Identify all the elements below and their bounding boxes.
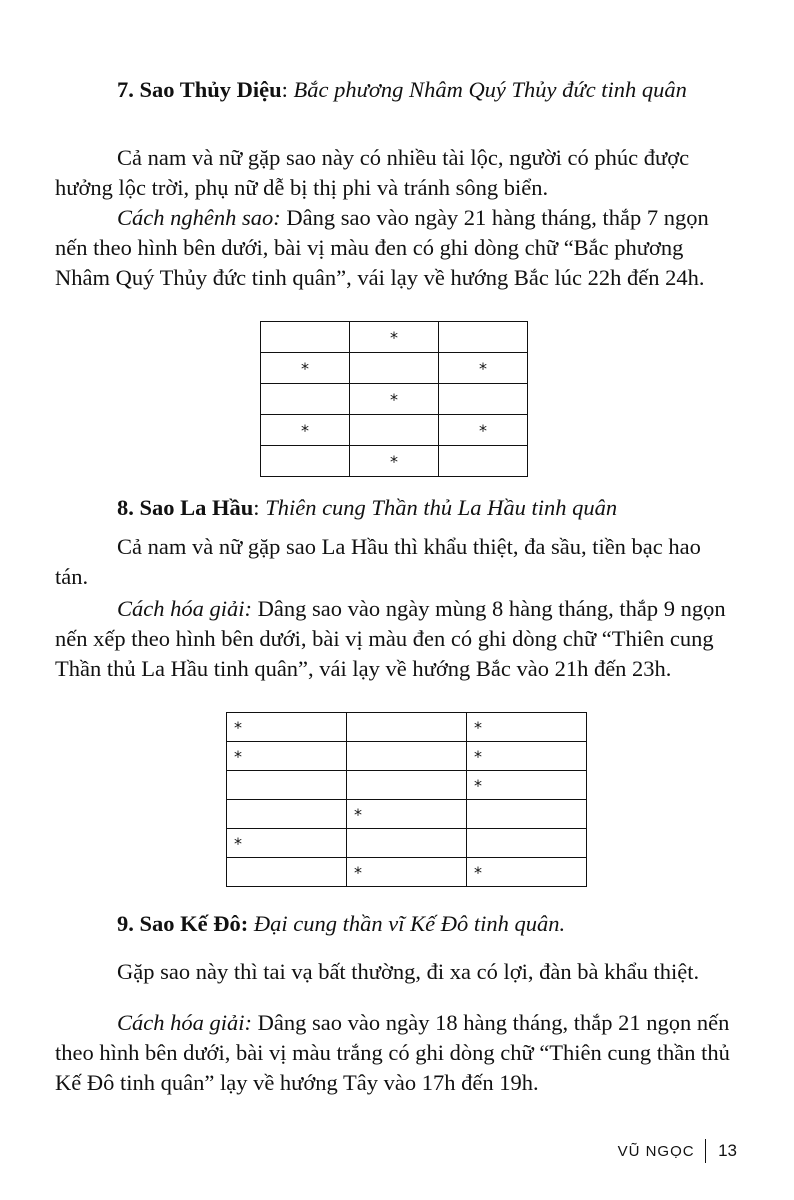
grid-cell	[439, 446, 528, 477]
grid-row	[261, 446, 528, 477]
section-9-heading	[55, 909, 737, 939]
section-7-method-text: Dâng sao vào ngày 21 hàng tháng, thắp 7 ngọn nến theo hình bên dưới, bài vị màu đen có ghi dòng chữ “Bắc phương Nhâm Quý Thủy đức tinh quân”, vái lạy về hướng Bắc lúc 22h đến 24h.	[55, 205, 709, 290]
footer-divider	[705, 1139, 707, 1163]
section-7-subtitle: Bắc phương Nhâm Quý Thủy đức tinh quân	[293, 77, 687, 102]
section-9-body: Gặp sao này thì tai vạ bất thường, đi xa có lợi, đàn bà khẩu thiệt.	[117, 959, 700, 984]
grid-row	[227, 800, 587, 829]
candle-mark: *	[350, 384, 439, 415]
grid-row	[261, 384, 528, 415]
grid-cell	[261, 446, 350, 477]
grid-cell	[350, 353, 439, 384]
section-8-candle-grid	[226, 712, 587, 887]
grid-row	[261, 322, 528, 353]
section-8-body: Cả nam và nữ gặp sao La Hầu thì khẩu thiệt, đa sầu, tiền bạc hao tán.	[55, 534, 701, 589]
grid-cell	[227, 858, 347, 887]
grid-cell	[227, 800, 347, 829]
candle-mark: *	[347, 800, 467, 829]
grid-cell	[467, 800, 587, 829]
candle-mark: *	[467, 858, 587, 887]
page-footer	[618, 1139, 737, 1163]
page-number: 13	[718, 1141, 737, 1160]
candle-mark: *	[467, 771, 587, 800]
candle-mark: *	[350, 446, 439, 477]
section-7-separator: :	[281, 77, 294, 102]
grid-row	[227, 829, 587, 858]
grid-row	[227, 713, 587, 742]
grid-cell	[347, 713, 467, 742]
grid-cell	[439, 384, 528, 415]
section-7-body: Cả nam và nữ gặp sao này có nhiều tài lộc, người có phúc được hưởng lộc trời, phụ nữ dễ bị thị phi và tránh sông biển.	[55, 145, 690, 200]
candle-mark: *	[347, 858, 467, 887]
section-7-heading	[55, 75, 737, 105]
grid-row	[227, 742, 587, 771]
grid-cell	[467, 829, 587, 858]
grid-row	[261, 353, 528, 384]
candle-mark: *	[350, 322, 439, 353]
section-8-subtitle: Thiên cung Thần thủ La Hầu tinh quân	[265, 495, 618, 520]
grid-cell	[347, 742, 467, 771]
candle-mark: *	[467, 713, 587, 742]
section-9-subtitle: Đại cung thần vĩ Kế Đô tinh quân.	[253, 911, 566, 936]
grid-cell	[261, 322, 350, 353]
grid-cell	[439, 322, 528, 353]
section-8-method-text: Dâng sao vào ngày mùng 8 hàng tháng, thắp 9 ngọn nến xếp theo hình bên dưới, bài vị màu đen có ghi dòng chữ “Thiên cung Thần thủ La Hầu tinh quân”, vái lạy về hướng Bắc vào 21h đến 23h.	[55, 596, 726, 681]
grid-cell	[261, 384, 350, 415]
section-7-method	[55, 203, 737, 293]
section-8-separator: :	[253, 495, 266, 520]
section-8-heading	[55, 493, 737, 523]
candle-mark: *	[227, 742, 347, 771]
candle-mark: *	[261, 353, 350, 384]
candle-mark: *	[261, 415, 350, 446]
candle-mark: *	[227, 829, 347, 858]
grid-cell	[347, 829, 467, 858]
grid-row	[227, 771, 587, 800]
section-7-title: 7. Sao Thủy Diệu	[117, 77, 282, 102]
grid-row	[261, 415, 528, 446]
footer-author: VŨ NGỌC	[617, 1142, 695, 1160]
grid-cell	[350, 415, 439, 446]
section-7-method-label: Cách nghênh sao:	[117, 205, 281, 230]
section-8-method	[55, 594, 737, 684]
section-9-method-text: Dâng sao vào ngày 18 hàng tháng, thắp 21 ngọn nến theo hình bên dưới, bài vị màu trắng có ghi dòng chữ “Thiên cung thần thủ Kế Đô tinh quân” lạy về hướng Tây vào 17h đến 19h.	[55, 1010, 730, 1095]
grid-row	[227, 858, 587, 887]
section-9-method-label: Cách hóa giải:	[117, 1010, 252, 1035]
grid-cell	[227, 771, 347, 800]
candle-mark: *	[439, 353, 528, 384]
grid-cell	[347, 771, 467, 800]
candle-mark: *	[439, 415, 528, 446]
candle-mark: *	[227, 713, 347, 742]
section-9-title: 9. Sao Kế Đô:	[117, 911, 249, 936]
candle-mark: *	[467, 742, 587, 771]
section-8-title: 8. Sao La Hầu	[117, 495, 254, 520]
section-9-method	[55, 1008, 737, 1098]
section-8-method-label: Cách hóa giải:	[117, 596, 252, 621]
section-7-candle-grid	[260, 321, 528, 477]
